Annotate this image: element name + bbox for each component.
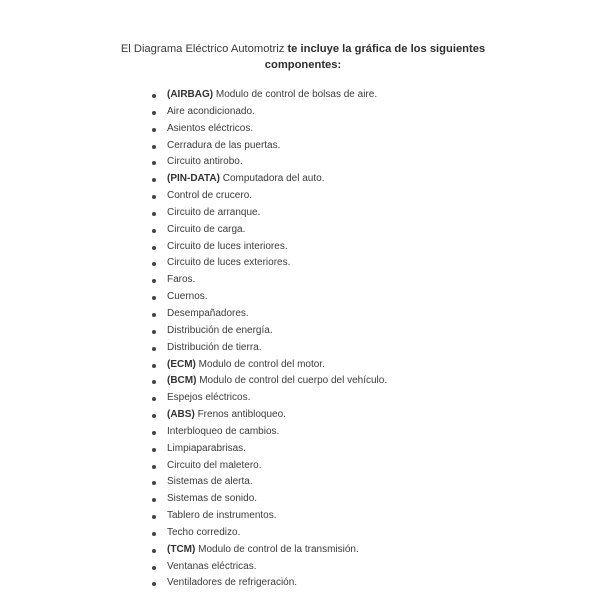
list-item xyxy=(150,508,387,525)
intro-plain-text: El Diagrama Eléctrico Automotriz xyxy=(120,43,288,55)
list-item xyxy=(150,188,387,205)
bullet-icon xyxy=(152,465,156,469)
bullet-icon xyxy=(152,246,156,250)
bullet-icon xyxy=(152,380,156,384)
bullet-icon xyxy=(152,161,156,165)
bullet-icon xyxy=(152,330,156,334)
bullet-icon xyxy=(152,397,156,401)
bullet-icon xyxy=(152,145,156,149)
list-item xyxy=(150,474,387,491)
component-code: (AIRBAG) xyxy=(167,89,214,100)
bullet-icon xyxy=(152,178,156,182)
list-item xyxy=(150,239,387,256)
component-text: Desempañadores. xyxy=(167,307,249,319)
component-text: Frenos antibloqueo. xyxy=(197,409,286,421)
component-text: Circuito de luces exteriores. xyxy=(167,257,291,269)
component-code: (BCM) xyxy=(167,375,197,387)
list-item xyxy=(150,87,387,104)
list-item xyxy=(150,104,387,121)
list-item xyxy=(150,340,387,357)
list-item xyxy=(150,491,387,508)
list-item xyxy=(150,390,387,407)
component-text: Sistemas de alerta. xyxy=(167,476,253,488)
component-text: Computadora del auto. xyxy=(222,173,325,185)
component-text: Interbloqueo de cambios. xyxy=(167,425,280,437)
list-item xyxy=(150,407,387,424)
bullet-icon xyxy=(152,566,156,570)
component-text: Aire acondicionado. xyxy=(167,105,255,117)
bullet-icon xyxy=(152,498,156,502)
bullet-icon xyxy=(152,448,156,452)
intro-bold-text: te incluye la gráfica de los siguientes componentes: xyxy=(264,43,486,71)
component-code: (PIN-DATA) xyxy=(167,173,220,185)
bullet-icon xyxy=(152,364,156,368)
bullet-icon xyxy=(152,262,156,266)
bullet-icon xyxy=(152,279,156,283)
component-text: Limpiaparabrisas. xyxy=(167,442,246,454)
component-text: Cuernos. xyxy=(167,291,208,303)
list-item xyxy=(150,138,387,155)
component-text: Circuito de arranque. xyxy=(167,206,261,218)
list-item xyxy=(150,559,387,576)
bullet-icon xyxy=(152,94,156,98)
component-text: Circuito de carga. xyxy=(167,223,246,235)
bullet-icon xyxy=(152,229,156,233)
bullet-icon xyxy=(152,111,156,115)
component-text: Circuito del maletero. xyxy=(167,459,262,471)
bullet-icon xyxy=(152,515,156,519)
bullet-icon xyxy=(152,414,156,418)
list-item xyxy=(150,171,387,188)
component-text: Control de crucero. xyxy=(167,190,253,202)
intro-paragraph xyxy=(118,41,488,73)
components-list xyxy=(150,87,387,592)
bullet-icon xyxy=(152,347,156,351)
component-text: Modulo de control del cuerpo del vehículo. xyxy=(199,375,388,387)
list-item xyxy=(150,306,387,323)
list-item xyxy=(150,357,387,374)
list-item xyxy=(150,121,387,138)
component-text: Modulo de control de bolsas de aire. xyxy=(215,89,378,100)
list-item xyxy=(150,323,387,340)
list-item xyxy=(150,424,387,441)
component-text: Modulo de control de la transmisión. xyxy=(198,543,359,555)
bullet-icon xyxy=(152,195,156,199)
list-item xyxy=(150,458,387,475)
bullet-icon xyxy=(152,582,156,586)
component-text: Techo corredizo. xyxy=(167,526,241,538)
component-text: Ventiladores de refrigeración. xyxy=(167,577,298,589)
list-item xyxy=(150,255,387,272)
bullet-icon xyxy=(152,549,156,553)
component-code: (TCM) xyxy=(167,543,196,555)
list-item xyxy=(150,542,387,559)
component-text: Sistemas de sonido. xyxy=(167,493,258,505)
component-text: Modulo de control del motor. xyxy=(198,358,325,370)
component-text: Espejos eléctricos. xyxy=(167,392,251,404)
bullet-icon xyxy=(152,128,156,132)
list-item xyxy=(150,272,387,289)
list-item xyxy=(150,525,387,542)
component-text: Ventanas eléctricas. xyxy=(167,560,257,572)
bullet-icon xyxy=(152,481,156,485)
component-text: Asientos eléctricos. xyxy=(167,122,254,134)
list-item xyxy=(150,441,387,458)
bullet-icon xyxy=(152,313,156,317)
bullet-icon xyxy=(152,212,156,216)
component-text: Circuito de luces interiores. xyxy=(167,240,288,252)
bullet-icon xyxy=(152,431,156,435)
component-text: Tablero de instrumentos. xyxy=(167,510,277,522)
component-text: Distribución de tierra. xyxy=(167,341,262,353)
list-item xyxy=(150,222,387,239)
bullet-icon xyxy=(152,296,156,300)
list-item xyxy=(150,575,387,592)
component-code: (ECM) xyxy=(167,358,196,370)
component-code: (ABS) xyxy=(167,409,195,421)
list-item xyxy=(150,154,387,171)
component-text: Distribución de energía. xyxy=(167,324,273,336)
component-text: Circuito antirobo. xyxy=(167,156,243,168)
component-text: Faros. xyxy=(167,274,196,286)
list-item xyxy=(150,205,387,222)
bullet-icon xyxy=(152,532,156,536)
component-text: Cerradura de las puertas. xyxy=(167,139,281,151)
list-item xyxy=(150,289,387,306)
list-item xyxy=(150,373,387,390)
